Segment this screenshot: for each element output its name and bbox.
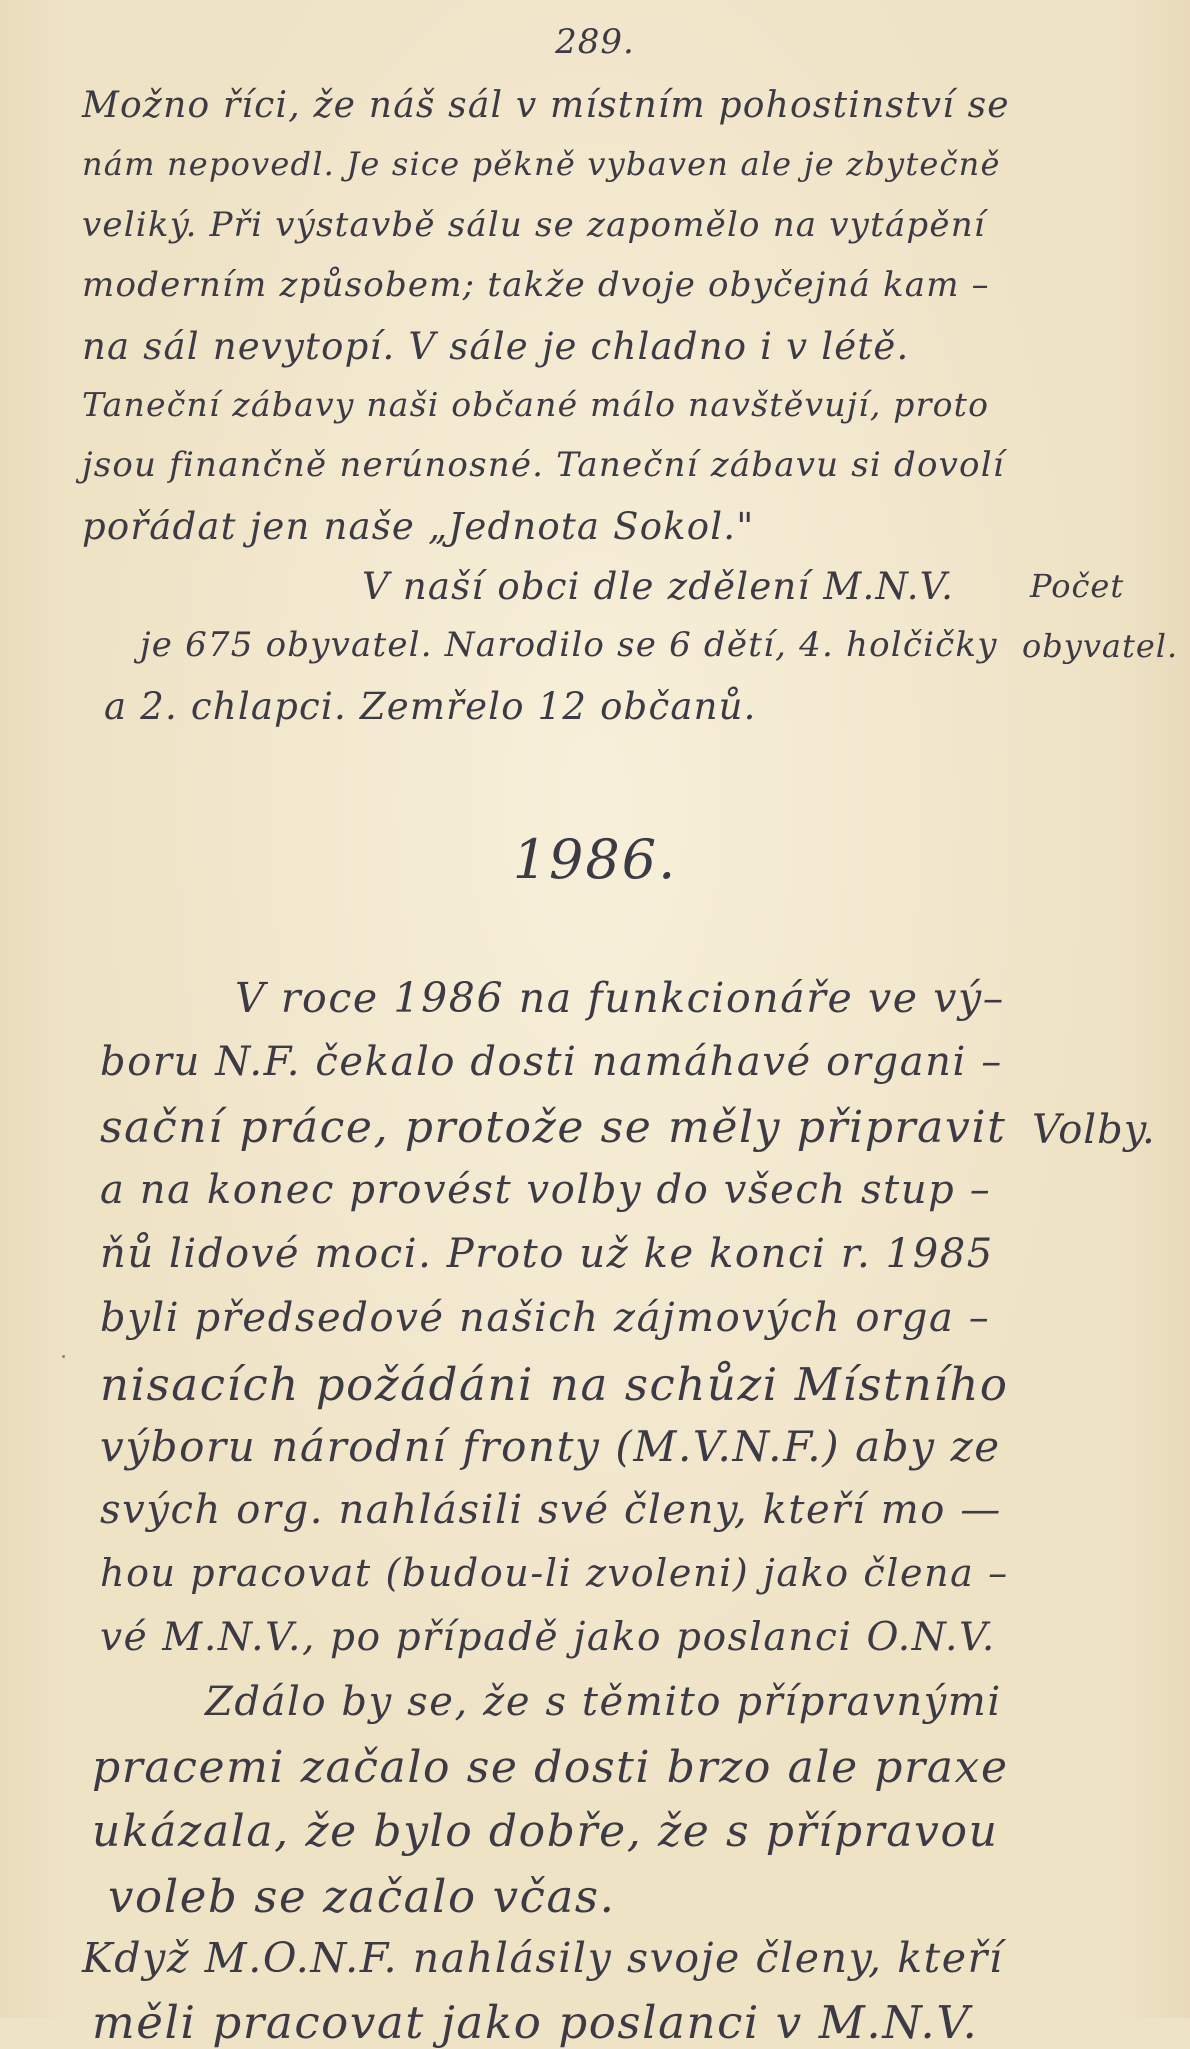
text-line: Možno říci, že náš sál v místním pohostinství se xyxy=(82,85,1010,126)
margin-note-population: Počet xyxy=(1030,567,1125,605)
margin-note-elections: Volby. xyxy=(1032,1107,1156,1153)
text-line: voleb se začalo včas. xyxy=(108,1870,616,1923)
text-line: vé M.N.V., po případě jako poslanci O.N.V. xyxy=(100,1615,996,1660)
text-line: svých org. nahlásili své členy, kteří mo — xyxy=(100,1487,1002,1533)
text-line: pracemi začalo se dosti brzo ale praxe xyxy=(92,1742,1009,1793)
text-line: moderním způsobem; takže dvoje obyčejná kam – xyxy=(82,265,990,305)
text-line: a 2. chlapci. Zemřelo 12 občanů. xyxy=(104,685,757,728)
text-line: je 675 obyvatel. Narodilo se 6 dětí, 4. holčičky xyxy=(140,625,998,665)
text-line: Zdálo by se, že s těmito přípravnými xyxy=(205,1679,1002,1725)
text-line: na sál nevytopí. V sále je chladno i v létě. xyxy=(82,325,910,368)
text-line: Když M.O.N.F. nahlásily svoje členy, kteří xyxy=(82,1934,1004,1982)
text-line: veliký. Při výstavbě sálu se zapomělo na vytápění xyxy=(82,205,986,245)
text-line: pořádat jen naše „Jednota Sokol." xyxy=(82,505,755,548)
text-line: a na konec provést volby do všech stup – xyxy=(100,1167,992,1213)
text-line: V naší obci dle zdělení M.N.V. xyxy=(362,565,955,608)
page-number: 289. xyxy=(555,22,635,62)
text-line: jsou finančně nerúnosné. Taneční zábavu si dovolí xyxy=(82,445,1005,485)
margin-note-population-cont: obyvatel. xyxy=(1022,627,1179,665)
text-line: výboru národní fronty (M.V.N.F.) aby ze xyxy=(100,1422,1001,1471)
text-line: měli pracovat jako poslanci v M.N.V. xyxy=(92,1996,979,2049)
year-heading: 1986. xyxy=(512,828,678,891)
text-line: byli předsedové našich zájmových orga – xyxy=(100,1295,991,1341)
paper-speck xyxy=(62,1355,65,1358)
text-line: ukázala, že bylo dobře, že s přípravou xyxy=(92,1806,999,1857)
text-line: boru N.F. čekalo dosti namáhavé organi – xyxy=(100,1039,1003,1085)
text-line: ňů lidové moci. Proto už ke konci r. 1985 xyxy=(100,1231,994,1277)
text-line: nám nepovedl. Je sice pěkně vybaven ale je zbytečně xyxy=(82,145,1001,183)
text-line: hou pracovat (budou-li zvoleni) jako člena – xyxy=(100,1551,1009,1595)
text-line: nisacích požádáni na schůzi Místního xyxy=(100,1358,1009,1411)
text-line: V roce 1986 na funkcionáře ve vý– xyxy=(235,974,1005,1022)
text-line: Taneční zábavy naši občané málo navštěvují, proto xyxy=(82,385,990,424)
text-line: sační práce, protože se měly připravit xyxy=(100,1102,1007,1153)
